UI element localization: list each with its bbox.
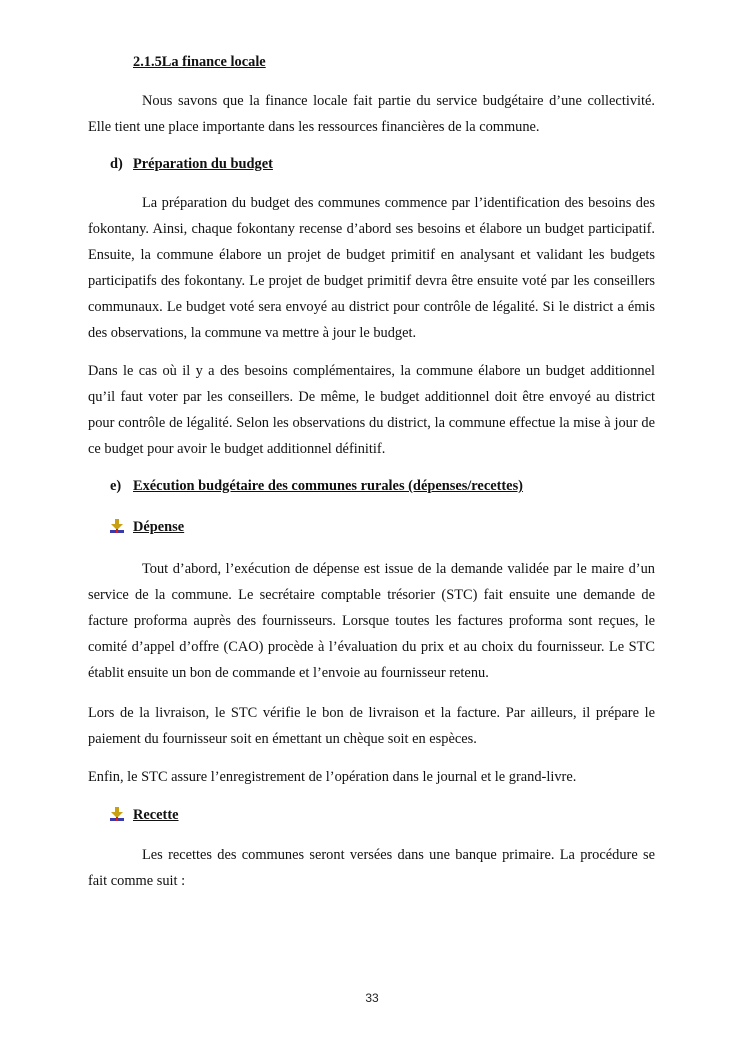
section-title: 2.1.5La finance locale xyxy=(133,54,266,70)
heading-execution-budgetaire xyxy=(110,476,523,496)
recette-paragraph-1: Les recettes des communes seront versées dans une banque primaire. La procédure se fait comme suit : xyxy=(88,847,655,889)
bullet-title: Dépense xyxy=(133,519,185,535)
depense-paragraph-3: Enfin, le STC assure l’enregistrement de l’opération dans le journal et le grand-livre. xyxy=(88,769,577,785)
prep-paragraph-1: La préparation du budget des communes commence par l’identification des besoins des fokontany. Ainsi, chaque fokontany recense d’abord ses besoins et élabore un budget participatif. Ensuite, la commune élabore un projet de budget primitif en analysant et validant les budgets participatifs des fokontany. Le projet de budget primitif devra être ensuite voté par les conseillers communaux. Le budget voté sera envoyé au district pour contrôle de légalité. Si le district a émis des observations, la commune va mettre à jour le budget. xyxy=(88,195,655,341)
intro-paragraph: Nous savons que la finance locale fait partie du service budgétaire d’une collectivité. Elle tient une place importante dans les ressources financières de la commune. xyxy=(88,93,655,135)
list-label-d: d) xyxy=(110,156,123,172)
heading-text: Préparation du budget xyxy=(133,156,273,172)
heading-preparation-budget xyxy=(110,154,273,174)
arrow-bullet-icon xyxy=(110,807,124,821)
bullet-title: Recette xyxy=(133,807,179,823)
arrow-bullet-icon xyxy=(110,519,124,533)
bullet-recette xyxy=(110,805,179,825)
depense-paragraph-1: Tout d’abord, l’exécution de dépense est issue de la demande validée par le maire d’un service de la commune. Le secrétaire comptable trésorier (STC) fait ensuite une demande de facture proforma auprès des fournisseurs. Lorsque toutes les factures proforma sont reçues, le comité d’appel d’offre (CAO) procède à l’évaluation du prix et au choix du fournisseur. Le STC établit ensuite un bon de commande et l’envoie au fournisseur retenu. xyxy=(88,561,655,681)
heading-text: Exécution budgétaire des communes rurales (dépenses/recettes) xyxy=(133,478,523,494)
page-number: 33 xyxy=(365,991,379,1005)
bullet-depense xyxy=(110,517,184,537)
depense-paragraph-2: Lors de la livraison, le STC vérifie le bon de livraison et la facture. Par ailleurs, il prépare le paiement du fournisseur soit en émettant un chèque soit en espèces. xyxy=(88,705,655,747)
list-label-e: e) xyxy=(110,478,122,494)
prep-paragraph-2: Dans le cas où il y a des besoins complémentaires, la commune élabore un budget additionnel qu’il faut voter par les conseillers. De même, le budget additionnel doit être envoyé au district pour contrôle de légalité. Selon les observations du district, la commune effectue la mise à jour de ce budget pour avoir le budget additionnel définitif. xyxy=(88,363,655,457)
